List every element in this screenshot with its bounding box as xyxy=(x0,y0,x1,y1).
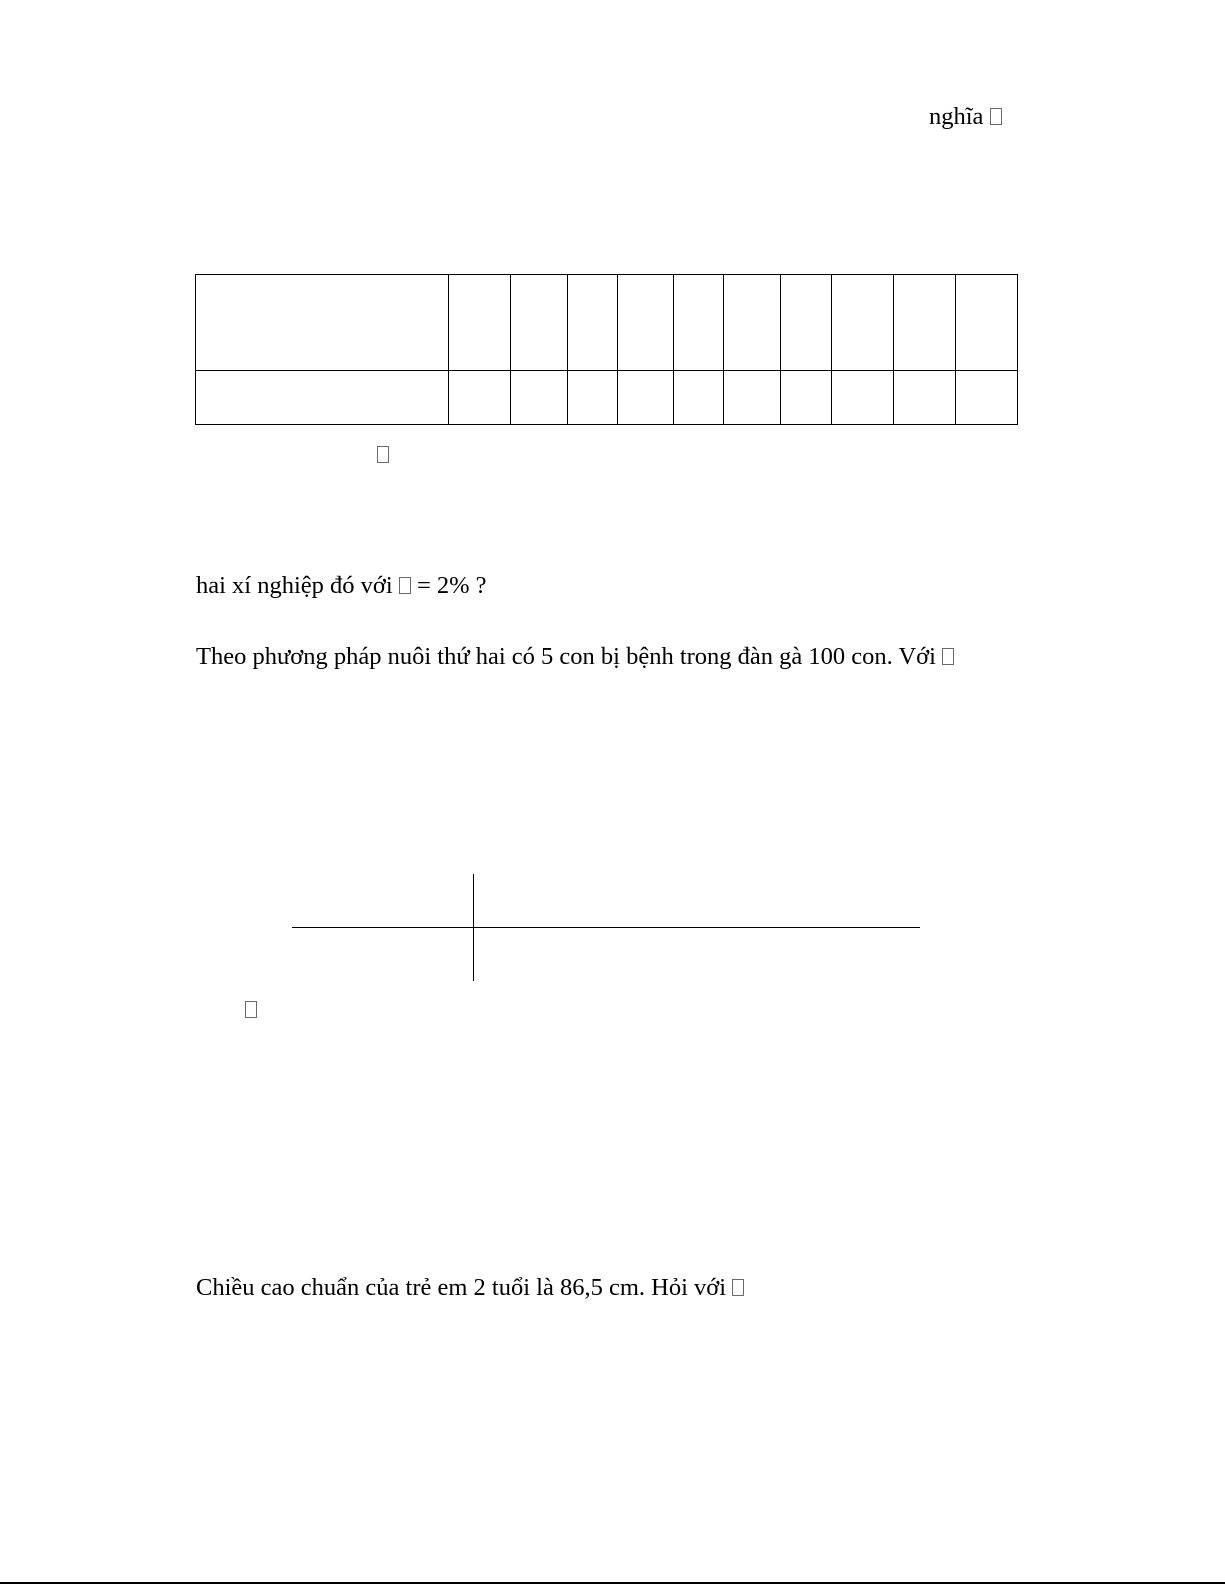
table-cell xyxy=(568,371,618,425)
table-row xyxy=(196,371,1018,425)
table-cell xyxy=(724,371,781,425)
table-cell xyxy=(449,275,511,371)
table-cell xyxy=(196,275,449,371)
table-cell xyxy=(511,371,568,425)
text-nghia: nghĩa xyxy=(929,103,984,130)
table-cell xyxy=(894,371,956,425)
table-cell xyxy=(618,371,674,425)
table-cell xyxy=(956,275,1018,371)
text-line-nghia xyxy=(929,105,1002,130)
text-segment: = 2% ? xyxy=(416,572,487,599)
text-segment: Theo phương pháp nuôi thứ hai có 5 con bị bệnh trong đàn gà 100 con. Với xyxy=(196,643,936,670)
table-cell xyxy=(956,371,1018,425)
table-rule-horizontal xyxy=(292,927,920,928)
table-cell xyxy=(196,371,449,425)
table-cell xyxy=(449,371,511,425)
page-bottom-rule xyxy=(0,1582,1225,1584)
missing-glyph-icon xyxy=(399,577,411,594)
missing-glyph-icon xyxy=(377,446,389,463)
table-cell xyxy=(724,275,781,371)
table-cell xyxy=(511,275,568,371)
table-cell xyxy=(674,275,724,371)
missing-glyph-icon xyxy=(942,648,954,665)
table-cell xyxy=(781,275,832,371)
missing-glyph-icon xyxy=(990,108,1002,125)
table-cell xyxy=(568,275,618,371)
text-line-hai-xi-nghiep xyxy=(196,574,487,599)
table-rule-vertical xyxy=(473,874,474,981)
table-cell xyxy=(618,275,674,371)
table-cell xyxy=(832,371,894,425)
text-segment: hai xí nghiệp đó với xyxy=(196,572,393,599)
text-segment: Chiều cao chuẩn của trẻ em 2 tuổi là 86,5 cm. Hỏi với xyxy=(196,1274,727,1301)
table-cell xyxy=(894,275,956,371)
text-line-theo-phuong-phap xyxy=(196,645,954,670)
text-line-chieu-cao xyxy=(196,1276,744,1301)
table-cell xyxy=(674,371,724,425)
table-row xyxy=(196,275,1018,371)
table-cell xyxy=(781,371,832,425)
table-cell xyxy=(832,275,894,371)
missing-glyph-icon xyxy=(732,1279,744,1296)
missing-glyph-icon xyxy=(245,1001,257,1018)
data-table xyxy=(195,274,1018,425)
